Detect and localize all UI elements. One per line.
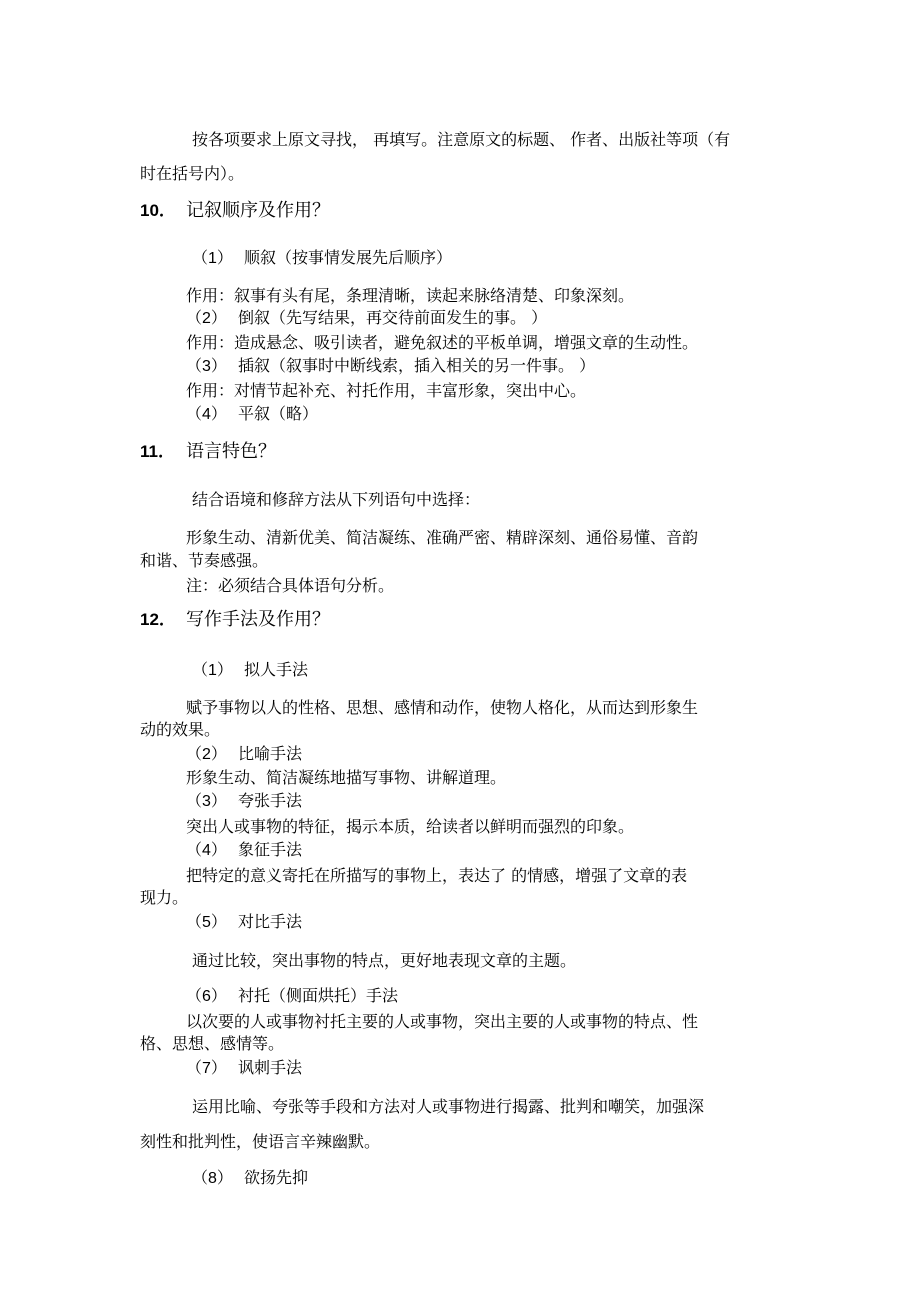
section-12-title: 写作手法及作用？ — [186, 609, 330, 630]
section-11-number: 11． — [140, 442, 175, 461]
intro-line-1: 按各项要求上原文寻找， 再填写。注意原文的标题、 作者、出版社等项（有 — [192, 130, 731, 149]
list-item: （3） 夸张手法 — [186, 791, 303, 810]
section-11-title: 语言特色？ — [186, 441, 276, 462]
paragraph-line: 结合语境和修辞方法从下列语句中选择： — [192, 490, 481, 509]
list-item: （5） 对比手法 — [186, 912, 303, 931]
paragraph-line: 运用比喻、夸张等手段和方法对人或事物进行揭露、批判和嘲笑，加强深 — [192, 1097, 705, 1116]
section-11-heading — [140, 441, 276, 463]
paragraph-line: 作用：叙事有头有尾，条理清晰，读起来脉络清楚、印象深刻。 — [186, 286, 635, 305]
paragraph-line: 动的效果。 — [140, 720, 221, 739]
list-item: （1） 顺叙（按事情发展先后顺序） — [192, 248, 453, 267]
list-item: （2） 比喻手法 — [186, 744, 303, 763]
paragraph-line: 和谐、节奏感强。 — [140, 551, 269, 570]
paragraph-line: 注：必须结合具体语句分析。 — [186, 576, 395, 595]
list-item: （4） 象征手法 — [186, 840, 303, 859]
section-10-heading — [140, 200, 330, 222]
paragraph-line: 形象生动、简洁凝练地描写事物、讲解道理。 — [186, 768, 507, 787]
paragraph-line: 形象生动、清新优美、简洁凝练、准确严密、精辟深刻、通俗易懂、音韵 — [186, 528, 699, 547]
list-item: （1） 拟人手法 — [192, 660, 309, 679]
list-item: （2） 倒叙（先写结果，再交待前面发生的事。 ） — [186, 308, 548, 327]
section-10-number: 10． — [140, 201, 176, 220]
list-item: （3） 插叙（叙事时中断线索，插入相关的另一件事。 ） — [186, 356, 596, 375]
list-item: （4） 平叙（略） — [186, 404, 319, 423]
paragraph-line: 突出人或事物的特征，揭示本质，给读者以鲜明而强烈的印象。 — [186, 817, 635, 836]
paragraph-line: 通过比较，突出事物的特点，更好地表现文章的主题。 — [192, 951, 577, 970]
paragraph-line: 作用：对情节起补充、衬托作用，丰富形象，突出中心。 — [186, 381, 587, 400]
section-12-heading — [140, 609, 330, 631]
paragraph-line: 现力。 — [140, 888, 189, 907]
paragraph-line: 格、思想、感情等。 — [140, 1034, 285, 1053]
list-item: （8） 欲扬先抑 — [192, 1168, 309, 1187]
section-10-title: 记叙顺序及作用？ — [186, 200, 330, 221]
paragraph-line: 刻性和批判性，使语言辛辣幽默。 — [140, 1132, 381, 1151]
paragraph-line: 作用：造成悬念、吸引读者，避免叙述的平板单调，增强文章的生动性。 — [186, 333, 699, 352]
section-12-number: 12． — [140, 610, 176, 629]
paragraph-line: 以次要的人或事物衬托主要的人或事物，突出主要的人或事物的特点、性 — [186, 1012, 699, 1031]
paragraph-line: 把特定的意义寄托在所描写的事物上，表达了 的情感，增强了文章的表 — [186, 866, 688, 885]
paragraph-line: 赋予事物以人的性格、思想、感情和动作，使物人格化，从而达到形象生 — [186, 698, 699, 717]
intro-line-2: 时在括号内）。 — [140, 164, 245, 183]
list-item: （6） 衬托（侧面烘托）手法 — [186, 986, 399, 1005]
list-item: （7） 讽刺手法 — [186, 1058, 303, 1077]
